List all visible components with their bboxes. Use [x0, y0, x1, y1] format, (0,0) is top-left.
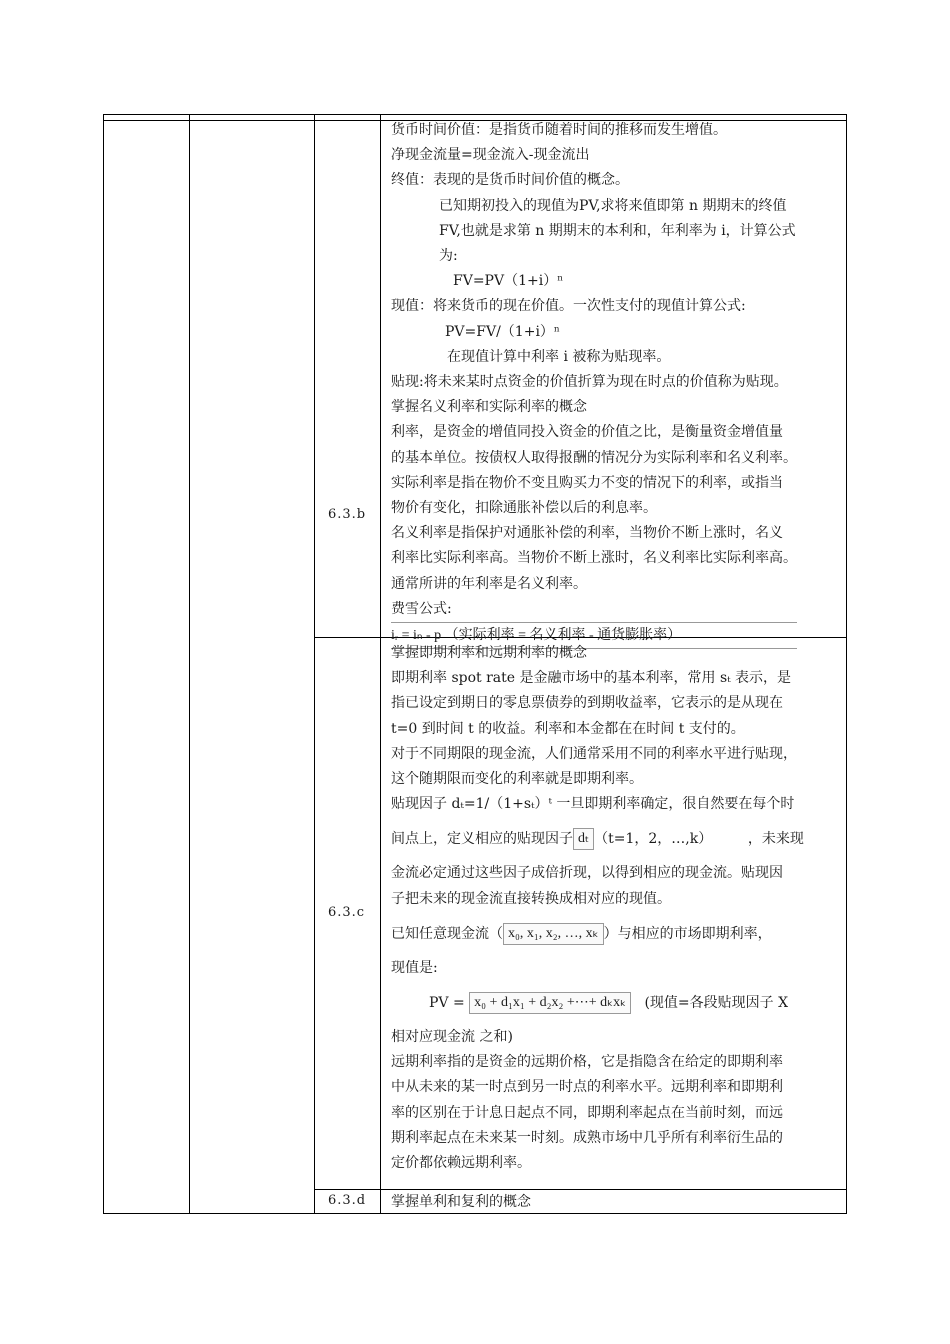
text-line: 通常所讲的年利率是名义利率。 [391, 575, 587, 592]
text-line: 利率比实际利率高。当物价不断上涨时，名义利率比实际利率高。 [391, 550, 797, 567]
text-line: 物价有变化，扣除通胀补偿以后的利息率。 [391, 500, 657, 517]
text-line: 金流必定通过这些因子成倍折现，以得到相应的现金流。贴现因 [391, 865, 783, 882]
text-line: (现值=各段贴现因子 X [644, 995, 789, 1012]
text-line: 贴现因子 dₜ=1/（1+sₜ）ᵗ 一旦即期利率确定，很自然要在每个时 [391, 796, 795, 813]
text-line: 贴现:将未来某时点资金的价值折算为现在时点的价值称为贴现。 [391, 374, 788, 391]
text-line: 定价都依赖远期利率。 [391, 1155, 531, 1172]
text-line: 名义利率是指保护对通胀补偿的利率，当物价不断上涨时，名义 [391, 525, 783, 542]
text-line: （t=1，2，…,k） [594, 831, 713, 848]
table-top-rule [103, 114, 847, 115]
text-line: 费雪公式: [391, 600, 452, 617]
text-line: 已知期初投入的现值为PV,求将来值即第 n 期期末的终值 [439, 197, 787, 214]
text-line: 指已设定到期日的零息票债券的到期收益率，它表示的是从现在 [391, 695, 783, 712]
row-code: 6.3.c [328, 905, 366, 920]
col-line-4 [846, 114, 847, 1214]
text-line: FV,也就是求第 n 期期末的本利和，年利率为 i，计算公式 [439, 222, 796, 239]
formula-fv: FV=PV（1+i）ⁿ [453, 273, 564, 290]
col-line-2 [314, 114, 315, 1214]
pv-label: PV = [429, 995, 465, 1012]
text-line: ）与相应的市场即期利率， [603, 925, 772, 942]
section-heading: 掌握即期利率和远期利率的概念 [391, 645, 587, 661]
section-heading: 掌握名义利率和实际利率的概念 [391, 399, 587, 416]
cell-6-3-c [391, 641, 841, 1176]
text-line: 现值：将来货币的现在价值。一次性支付的现值计算公式: [391, 298, 746, 315]
fisher-formula: iᵣ = iₙ - p （实际利率 = 名义利率 - 通货膨胀率） [391, 622, 797, 649]
discount-factor-symbol: dₜ [573, 828, 594, 850]
text-line: 即期利率 spot rate 是金融市场中的基本利率，常用 sₜ 表示，是 [391, 670, 792, 687]
text-line: 这个随期限而变化的利率就是即期利率。 [391, 771, 643, 788]
text-line: 现值是: [391, 959, 438, 976]
text-line: 期利率起点在未来某一时刻。成熟市场中几乎所有利率衍生品的 [391, 1129, 783, 1146]
text-line: ，未来现 [747, 831, 804, 848]
text-line: 远期利率指的是资金的远期价格，它是指隐含在给定的即期利率 [391, 1054, 783, 1071]
col-line-3 [380, 114, 381, 1214]
row-code: 6.3.b [328, 507, 367, 522]
text-line: 为: [439, 248, 458, 265]
text-line: 货币时间价值：是指货币随着时间的推移而发生增值。 [391, 122, 727, 138]
text-line: 利率，是资金的增值同投入资金的价值之比，是衡量资金增值量 [391, 424, 783, 441]
row-code: 6.3.d [328, 1193, 367, 1208]
text-line: 净现金流量=现金流入-现金流出 [391, 147, 590, 164]
cashflow-formula: x₀, x₁, x₂, …, xₖ [503, 923, 604, 945]
text-line: 对于不同期限的现金流，人们通常采用不同的利率水平进行贴现， [391, 745, 797, 762]
cell-6-3-d [391, 1190, 841, 1215]
text-line: 实际利率是指在物价不变且购买力不变的情况下的利率，或指当 [391, 474, 783, 491]
text-line: 终值：表现的是货币时间价值的概念。 [391, 172, 629, 189]
text-line: 已知任意现金流（ [391, 925, 503, 942]
cell-6-3-b [391, 118, 841, 658]
col-line-1 [189, 114, 190, 1214]
text-line: 在现值计算中利率 i 被称为贴现率。 [447, 348, 671, 365]
text-line: 中从未来的某一时点到另一时点的利率水平。远期利率和即期利 [391, 1079, 783, 1096]
text-line: t=0 到时间 t 的收益。利率和本金都在在时间 t 支付的。 [391, 720, 745, 737]
text-line: 相对应现金流 之和) [391, 1029, 513, 1046]
col-line-0 [103, 114, 104, 1214]
text-line: 间点上，定义相应的贴现因子 [391, 831, 573, 848]
text-line: 率的区别在于计息日起点不同，即期利率起点在当前时刻，而远 [391, 1104, 783, 1121]
text-line: 子把未来的现金流直接转换成相对应的现值。 [391, 890, 671, 907]
text-line: 的基本单位。按债权人取得报酬的情况分为实际利率和名义利率。 [391, 449, 797, 466]
formula-pv: PV=FV/（1+i）ⁿ [445, 323, 560, 340]
pv-formula: x₀ + d₁x₁ + d₂x₂ +⋯+ dₖxₖ [469, 992, 631, 1014]
section-heading: 掌握单利和复利的概念 [391, 1194, 531, 1210]
